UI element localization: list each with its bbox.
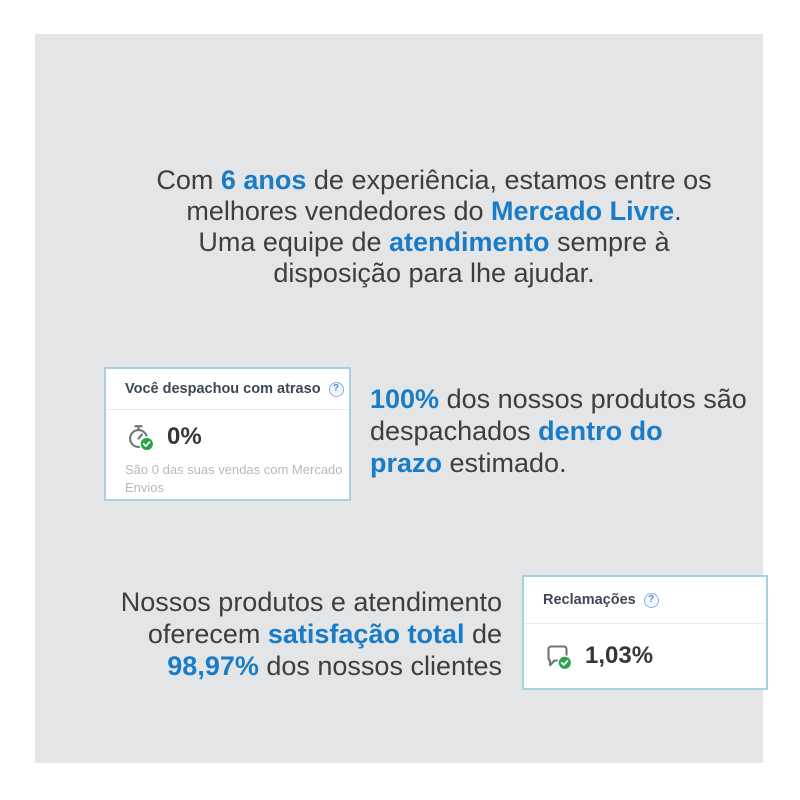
dispatch-text-line: despachados dentro do [370, 416, 663, 446]
intro-line: Com 6 anos de experiência, estamos entre os [156, 165, 712, 195]
help-question-icon[interactable]: ? [329, 382, 344, 397]
late-dispatch-card-header [106, 369, 349, 410]
stopwatch-check-icon [125, 422, 156, 452]
dispatch-delay-subtitle: São 0 das suas vendas com Mercado Envios [125, 462, 343, 495]
claims-card-body [524, 624, 766, 688]
late-dispatch-card-body [106, 410, 349, 497]
intro-text [70, 165, 798, 289]
satisfaction-text [70, 586, 502, 682]
content-panel [35, 34, 763, 763]
card-title: Você despachou com atraso [125, 381, 321, 397]
satisfaction-text-line: 98,97% dos nossos clientes [167, 651, 502, 681]
chat-bubble-check-icon [543, 641, 574, 671]
satisfaction-text-line: oferecem satisfação total de [147, 619, 502, 649]
dispatch-text-line: prazo estimado. [370, 448, 567, 478]
claims-card [522, 575, 768, 690]
claims-value: 1,03% [585, 642, 654, 669]
dispatch-stat-row [125, 422, 330, 452]
dispatch-text-line: 100% dos nossos produtos são [370, 384, 747, 414]
dispatch-delay-value: 0% [167, 423, 202, 450]
late-dispatch-card [104, 367, 351, 501]
intro-line: disposição para lhe ajudar. [273, 258, 595, 288]
intro-line: Uma equipe de atendimento sempre à [198, 227, 670, 257]
help-question-icon[interactable]: ? [644, 593, 659, 608]
dispatch-text [370, 383, 790, 479]
satisfaction-text-line: Nossos produtos e atendimento [120, 587, 502, 617]
intro-line: melhores vendedores do Mercado Livre. [186, 196, 682, 226]
card-title: Reclamações [543, 592, 636, 608]
claims-card-header [524, 577, 766, 624]
claims-stat-row [543, 641, 653, 671]
